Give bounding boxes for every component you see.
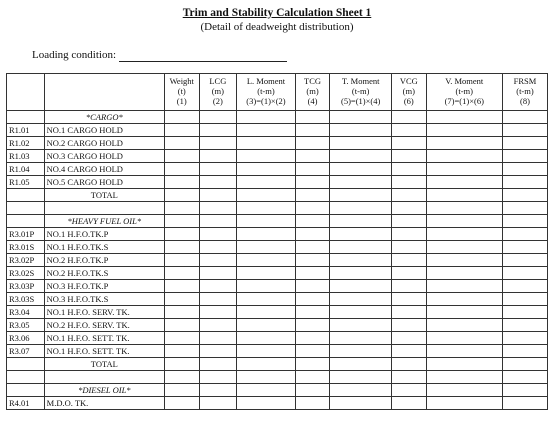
value-cell[interactable] bbox=[392, 150, 427, 163]
row-code: R3.02P bbox=[7, 254, 45, 267]
column-header-name: TCG bbox=[304, 76, 322, 86]
value-cell[interactable] bbox=[330, 332, 392, 345]
value-cell[interactable] bbox=[199, 202, 237, 215]
value-cell[interactable] bbox=[426, 293, 502, 306]
value-cell[interactable] bbox=[164, 241, 199, 254]
value-cell[interactable] bbox=[502, 254, 547, 267]
value-cell[interactable] bbox=[237, 358, 296, 371]
table-row bbox=[7, 189, 548, 202]
value-cell[interactable] bbox=[164, 176, 199, 189]
row-code: R1.04 bbox=[7, 163, 45, 176]
value-cell[interactable] bbox=[392, 306, 427, 319]
value-cell[interactable] bbox=[502, 306, 547, 319]
column-header-num: (4) bbox=[307, 96, 318, 106]
row-code bbox=[7, 202, 45, 215]
value-cell[interactable] bbox=[237, 280, 296, 293]
value-cell[interactable] bbox=[237, 345, 296, 358]
value-cell[interactable] bbox=[392, 267, 427, 280]
value-cell[interactable] bbox=[199, 163, 237, 176]
value-cell[interactable] bbox=[295, 202, 330, 215]
value-cell[interactable] bbox=[426, 228, 502, 241]
row-description: NO.3 H.F.O.TK.S bbox=[44, 293, 164, 306]
value-cell[interactable] bbox=[502, 189, 547, 202]
table-row bbox=[7, 176, 548, 189]
column-header-num: (5)=(1)×(4) bbox=[341, 96, 381, 106]
value-cell[interactable] bbox=[199, 371, 237, 384]
value-cell[interactable] bbox=[426, 267, 502, 280]
value-cell[interactable] bbox=[502, 215, 547, 228]
column-header bbox=[426, 74, 502, 111]
value-cell[interactable] bbox=[295, 384, 330, 397]
value-cell[interactable] bbox=[502, 397, 547, 410]
value-cell[interactable] bbox=[502, 202, 547, 215]
table-row bbox=[7, 267, 548, 280]
value-cell[interactable] bbox=[164, 202, 199, 215]
row-code bbox=[7, 189, 45, 202]
column-header-num: (1) bbox=[176, 96, 187, 106]
value-cell[interactable] bbox=[164, 254, 199, 267]
table-row bbox=[7, 371, 548, 384]
value-cell[interactable] bbox=[426, 254, 502, 267]
value-cell[interactable] bbox=[295, 254, 330, 267]
table-row bbox=[7, 137, 548, 150]
column-header bbox=[392, 74, 427, 111]
value-cell[interactable] bbox=[502, 267, 547, 280]
value-cell[interactable] bbox=[295, 319, 330, 332]
value-cell[interactable] bbox=[199, 176, 237, 189]
value-cell[interactable] bbox=[392, 111, 427, 124]
value-cell[interactable] bbox=[164, 332, 199, 345]
value-cell[interactable] bbox=[237, 241, 296, 254]
value-cell[interactable] bbox=[502, 176, 547, 189]
total-label: TOTAL bbox=[44, 358, 164, 371]
value-cell[interactable] bbox=[392, 293, 427, 306]
header-row bbox=[7, 74, 548, 111]
value-cell[interactable] bbox=[199, 345, 237, 358]
value-cell[interactable] bbox=[164, 163, 199, 176]
value-cell[interactable] bbox=[330, 137, 392, 150]
column-header bbox=[295, 74, 330, 111]
deadweight-table bbox=[6, 73, 548, 410]
value-cell[interactable] bbox=[392, 332, 427, 345]
row-code bbox=[7, 358, 45, 371]
value-cell[interactable] bbox=[237, 137, 296, 150]
value-cell[interactable] bbox=[237, 202, 296, 215]
column-header-num: (7)=(1)×(6) bbox=[444, 96, 484, 106]
value-cell[interactable] bbox=[164, 189, 199, 202]
value-cell[interactable] bbox=[199, 267, 237, 280]
row-code: R1.03 bbox=[7, 150, 45, 163]
row-description: NO.5 CARGO HOLD bbox=[44, 176, 164, 189]
value-cell[interactable] bbox=[295, 371, 330, 384]
column-header-num: (3)=(1)×(2) bbox=[246, 96, 286, 106]
value-cell[interactable] bbox=[164, 124, 199, 137]
value-cell[interactable] bbox=[199, 358, 237, 371]
value-cell[interactable] bbox=[164, 137, 199, 150]
value-cell[interactable] bbox=[426, 176, 502, 189]
row-code: R3.01P bbox=[7, 228, 45, 241]
table-row bbox=[7, 150, 548, 163]
value-cell[interactable] bbox=[295, 280, 330, 293]
value-cell[interactable] bbox=[392, 345, 427, 358]
row-code bbox=[7, 215, 45, 228]
value-cell[interactable] bbox=[199, 241, 237, 254]
value-cell[interactable] bbox=[426, 384, 502, 397]
value-cell[interactable] bbox=[502, 124, 547, 137]
value-cell[interactable] bbox=[502, 280, 547, 293]
value-cell[interactable] bbox=[237, 384, 296, 397]
row-description bbox=[44, 202, 164, 215]
column-header-unit: (m) bbox=[402, 86, 415, 96]
row-code: R1.01 bbox=[7, 124, 45, 137]
column-header-unit: (m) bbox=[306, 86, 319, 96]
value-cell[interactable] bbox=[237, 293, 296, 306]
column-header-num: (6) bbox=[403, 96, 414, 106]
value-cell[interactable] bbox=[392, 280, 427, 293]
value-cell[interactable] bbox=[330, 306, 392, 319]
column-header-unit: (t) bbox=[177, 86, 186, 96]
table-row bbox=[7, 241, 548, 254]
value-cell[interactable] bbox=[426, 306, 502, 319]
description-header bbox=[44, 74, 164, 111]
value-cell[interactable] bbox=[164, 280, 199, 293]
value-cell[interactable] bbox=[164, 345, 199, 358]
value-cell[interactable] bbox=[295, 293, 330, 306]
row-description: NO.1 H.F.O. SETT. TK. bbox=[44, 332, 164, 345]
value-cell[interactable] bbox=[237, 254, 296, 267]
code-header bbox=[7, 74, 45, 111]
value-cell[interactable] bbox=[295, 332, 330, 345]
row-description: NO.3 H.F.O.TK.P bbox=[44, 280, 164, 293]
value-cell[interactable] bbox=[237, 215, 296, 228]
row-description: NO.1 H.F.O.TK.P bbox=[44, 228, 164, 241]
value-cell[interactable] bbox=[199, 150, 237, 163]
value-cell[interactable] bbox=[199, 319, 237, 332]
section-heading: *HEAVY FUEL OIL* bbox=[44, 215, 164, 228]
value-cell[interactable] bbox=[392, 163, 427, 176]
value-cell[interactable] bbox=[164, 267, 199, 280]
value-cell[interactable] bbox=[392, 189, 427, 202]
table-row bbox=[7, 111, 548, 124]
value-cell[interactable] bbox=[330, 150, 392, 163]
value-cell[interactable] bbox=[330, 319, 392, 332]
value-cell[interactable] bbox=[330, 176, 392, 189]
row-code: R1.05 bbox=[7, 176, 45, 189]
value-cell[interactable] bbox=[426, 319, 502, 332]
table-row bbox=[7, 202, 548, 215]
value-cell[interactable] bbox=[426, 215, 502, 228]
table-row bbox=[7, 280, 548, 293]
value-cell[interactable] bbox=[164, 319, 199, 332]
value-cell[interactable] bbox=[392, 215, 427, 228]
value-cell[interactable] bbox=[199, 228, 237, 241]
value-cell[interactable] bbox=[330, 163, 392, 176]
value-cell[interactable] bbox=[164, 150, 199, 163]
value-cell[interactable] bbox=[199, 306, 237, 319]
value-cell[interactable] bbox=[164, 228, 199, 241]
table-row bbox=[7, 306, 548, 319]
section-heading: *DIESEL OIL* bbox=[44, 384, 164, 397]
value-cell[interactable] bbox=[426, 202, 502, 215]
table-row bbox=[7, 215, 548, 228]
value-cell[interactable] bbox=[237, 228, 296, 241]
value-cell[interactable] bbox=[199, 293, 237, 306]
column-header bbox=[164, 74, 199, 111]
row-description bbox=[44, 371, 164, 384]
value-cell[interactable] bbox=[392, 137, 427, 150]
value-cell[interactable] bbox=[330, 215, 392, 228]
value-cell[interactable] bbox=[295, 241, 330, 254]
value-cell[interactable] bbox=[295, 176, 330, 189]
value-cell[interactable] bbox=[199, 384, 237, 397]
value-cell[interactable] bbox=[164, 306, 199, 319]
column-header-num: (2) bbox=[212, 96, 223, 106]
value-cell[interactable] bbox=[426, 150, 502, 163]
value-cell[interactable] bbox=[199, 332, 237, 345]
value-cell[interactable] bbox=[426, 345, 502, 358]
column-header bbox=[237, 74, 296, 111]
row-code: R3.04 bbox=[7, 306, 45, 319]
value-cell[interactable] bbox=[199, 397, 237, 410]
value-cell[interactable] bbox=[426, 137, 502, 150]
value-cell[interactable] bbox=[295, 397, 330, 410]
value-cell[interactable] bbox=[330, 293, 392, 306]
table-row bbox=[7, 332, 548, 345]
row-description: NO.1 H.F.O.TK.S bbox=[44, 241, 164, 254]
value-cell[interactable] bbox=[199, 124, 237, 137]
row-code: R3.05 bbox=[7, 319, 45, 332]
table-row bbox=[7, 345, 548, 358]
table-row bbox=[7, 254, 548, 267]
value-cell[interactable] bbox=[426, 111, 502, 124]
value-cell[interactable] bbox=[330, 358, 392, 371]
column-header-unit: (t-m) bbox=[455, 86, 473, 96]
column-header-name: L. Moment bbox=[246, 76, 286, 86]
row-code: R3.01S bbox=[7, 241, 45, 254]
row-code: R3.06 bbox=[7, 332, 45, 345]
value-cell[interactable] bbox=[237, 319, 296, 332]
column-header bbox=[502, 74, 547, 111]
table-row bbox=[7, 228, 548, 241]
value-cell[interactable] bbox=[330, 280, 392, 293]
column-header-unit: (t-m) bbox=[516, 86, 534, 96]
value-cell[interactable] bbox=[502, 293, 547, 306]
value-cell[interactable] bbox=[502, 111, 547, 124]
value-cell[interactable] bbox=[164, 371, 199, 384]
value-cell[interactable] bbox=[199, 215, 237, 228]
column-header-name: V. Moment bbox=[445, 76, 484, 86]
column-header-unit: (t-m) bbox=[257, 86, 275, 96]
value-cell[interactable] bbox=[502, 150, 547, 163]
value-cell[interactable] bbox=[295, 228, 330, 241]
value-cell[interactable] bbox=[502, 228, 547, 241]
page-subtitle: (Detail of deadweight distribution) bbox=[200, 21, 354, 33]
column-header-num: (8) bbox=[520, 96, 530, 106]
value-cell[interactable] bbox=[199, 254, 237, 267]
value-cell[interactable] bbox=[330, 111, 392, 124]
column-header bbox=[199, 74, 237, 111]
value-cell[interactable] bbox=[426, 163, 502, 176]
value-cell[interactable] bbox=[199, 111, 237, 124]
row-description: NO.1 H.F.O. SETT. TK. bbox=[44, 345, 164, 358]
value-cell[interactable] bbox=[392, 358, 427, 371]
value-cell[interactable] bbox=[502, 358, 547, 371]
column-header bbox=[330, 74, 392, 111]
row-code: R4.01 bbox=[7, 397, 45, 410]
value-cell[interactable] bbox=[502, 163, 547, 176]
value-cell[interactable] bbox=[164, 384, 199, 397]
value-cell[interactable] bbox=[392, 384, 427, 397]
value-cell[interactable] bbox=[237, 306, 296, 319]
value-cell[interactable] bbox=[392, 202, 427, 215]
row-code: R1.02 bbox=[7, 137, 45, 150]
value-cell[interactable] bbox=[392, 254, 427, 267]
value-cell[interactable] bbox=[295, 137, 330, 150]
value-cell[interactable] bbox=[426, 124, 502, 137]
table-row bbox=[7, 358, 548, 371]
value-cell[interactable] bbox=[199, 280, 237, 293]
row-description: NO.4 CARGO HOLD bbox=[44, 163, 164, 176]
row-code bbox=[7, 111, 45, 124]
value-cell[interactable] bbox=[237, 150, 296, 163]
value-cell[interactable] bbox=[502, 241, 547, 254]
value-cell[interactable] bbox=[199, 189, 237, 202]
value-cell[interactable] bbox=[295, 163, 330, 176]
column-header-name: T. Moment bbox=[341, 76, 380, 86]
row-description: NO.1 CARGO HOLD bbox=[44, 124, 164, 137]
value-cell[interactable] bbox=[502, 137, 547, 150]
column-header-name: VCG bbox=[399, 76, 418, 86]
value-cell[interactable] bbox=[502, 332, 547, 345]
value-cell[interactable] bbox=[164, 397, 199, 410]
value-cell[interactable] bbox=[330, 124, 392, 137]
column-header-name: Weight bbox=[169, 76, 194, 86]
value-cell[interactable] bbox=[330, 345, 392, 358]
value-cell[interactable] bbox=[330, 267, 392, 280]
total-label: TOTAL bbox=[44, 189, 164, 202]
row-code bbox=[7, 371, 45, 384]
value-cell[interactable] bbox=[330, 189, 392, 202]
value-cell[interactable] bbox=[164, 111, 199, 124]
column-header-name: LCG bbox=[209, 76, 227, 86]
loading-condition-label: Loading condition: bbox=[32, 49, 117, 61]
loading-condition-field[interactable] bbox=[119, 50, 287, 62]
value-cell[interactable] bbox=[237, 176, 296, 189]
value-cell[interactable] bbox=[237, 332, 296, 345]
value-cell[interactable] bbox=[502, 319, 547, 332]
table-row bbox=[7, 384, 548, 397]
row-code: R3.07 bbox=[7, 345, 45, 358]
value-cell[interactable] bbox=[295, 215, 330, 228]
table-body bbox=[7, 111, 548, 410]
value-cell[interactable] bbox=[237, 267, 296, 280]
value-cell[interactable] bbox=[237, 371, 296, 384]
page-title: Trim and Stability Calculation Sheet 1 bbox=[182, 7, 372, 19]
value-cell[interactable] bbox=[426, 397, 502, 410]
value-cell[interactable] bbox=[330, 228, 392, 241]
column-header-unit: (m) bbox=[211, 86, 224, 96]
column-header-name: FRSM bbox=[513, 76, 537, 86]
section-heading: *CARGO* bbox=[44, 111, 164, 124]
table-row bbox=[7, 319, 548, 332]
value-cell[interactable] bbox=[330, 254, 392, 267]
value-cell[interactable] bbox=[392, 319, 427, 332]
value-cell[interactable] bbox=[426, 332, 502, 345]
value-cell[interactable] bbox=[502, 384, 547, 397]
value-cell[interactable] bbox=[392, 124, 427, 137]
value-cell[interactable] bbox=[237, 124, 296, 137]
row-description: NO.1 H.F.O. SERV. TK. bbox=[44, 306, 164, 319]
value-cell[interactable] bbox=[392, 176, 427, 189]
row-code bbox=[7, 384, 45, 397]
value-cell[interactable] bbox=[164, 358, 199, 371]
value-cell[interactable] bbox=[295, 111, 330, 124]
value-cell[interactable] bbox=[295, 124, 330, 137]
value-cell[interactable] bbox=[502, 371, 547, 384]
value-cell[interactable] bbox=[330, 397, 392, 410]
value-cell[interactable] bbox=[392, 228, 427, 241]
value-cell[interactable] bbox=[295, 267, 330, 280]
row-code: R3.03S bbox=[7, 293, 45, 306]
table-row bbox=[7, 163, 548, 176]
value-cell[interactable] bbox=[392, 397, 427, 410]
value-cell[interactable] bbox=[426, 358, 502, 371]
loading-condition bbox=[32, 48, 287, 62]
value-cell[interactable] bbox=[330, 384, 392, 397]
row-description: NO.3 CARGO HOLD bbox=[44, 150, 164, 163]
row-code: R3.03P bbox=[7, 280, 45, 293]
value-cell[interactable] bbox=[237, 189, 296, 202]
value-cell[interactable] bbox=[392, 241, 427, 254]
value-cell[interactable] bbox=[426, 241, 502, 254]
row-description: NO.2 CARGO HOLD bbox=[44, 137, 164, 150]
row-code: R3.02S bbox=[7, 267, 45, 280]
value-cell[interactable] bbox=[330, 241, 392, 254]
row-description: NO.2 H.F.O.TK.P bbox=[44, 254, 164, 267]
value-cell[interactable] bbox=[164, 293, 199, 306]
value-cell[interactable] bbox=[295, 306, 330, 319]
value-cell[interactable] bbox=[426, 189, 502, 202]
value-cell[interactable] bbox=[295, 345, 330, 358]
value-cell[interactable] bbox=[237, 111, 296, 124]
row-description: NO.2 H.F.O. SERV. TK. bbox=[44, 319, 164, 332]
table-row bbox=[7, 397, 548, 410]
value-cell[interactable] bbox=[502, 345, 547, 358]
value-cell[interactable] bbox=[295, 358, 330, 371]
value-cell[interactable] bbox=[199, 137, 237, 150]
value-cell[interactable] bbox=[330, 202, 392, 215]
table-row bbox=[7, 293, 548, 306]
value-cell[interactable] bbox=[426, 280, 502, 293]
value-cell[interactable] bbox=[295, 150, 330, 163]
value-cell[interactable] bbox=[295, 189, 330, 202]
row-description: M.D.O. TK. bbox=[44, 397, 164, 410]
value-cell[interactable] bbox=[426, 371, 502, 384]
value-cell[interactable] bbox=[237, 163, 296, 176]
table-row bbox=[7, 124, 548, 137]
value-cell[interactable] bbox=[164, 215, 199, 228]
value-cell[interactable] bbox=[392, 371, 427, 384]
column-header-unit: (t-m) bbox=[351, 86, 370, 96]
value-cell[interactable] bbox=[330, 371, 392, 384]
value-cell[interactable] bbox=[237, 397, 296, 410]
row-description: NO.2 H.F.O.TK.S bbox=[44, 267, 164, 280]
